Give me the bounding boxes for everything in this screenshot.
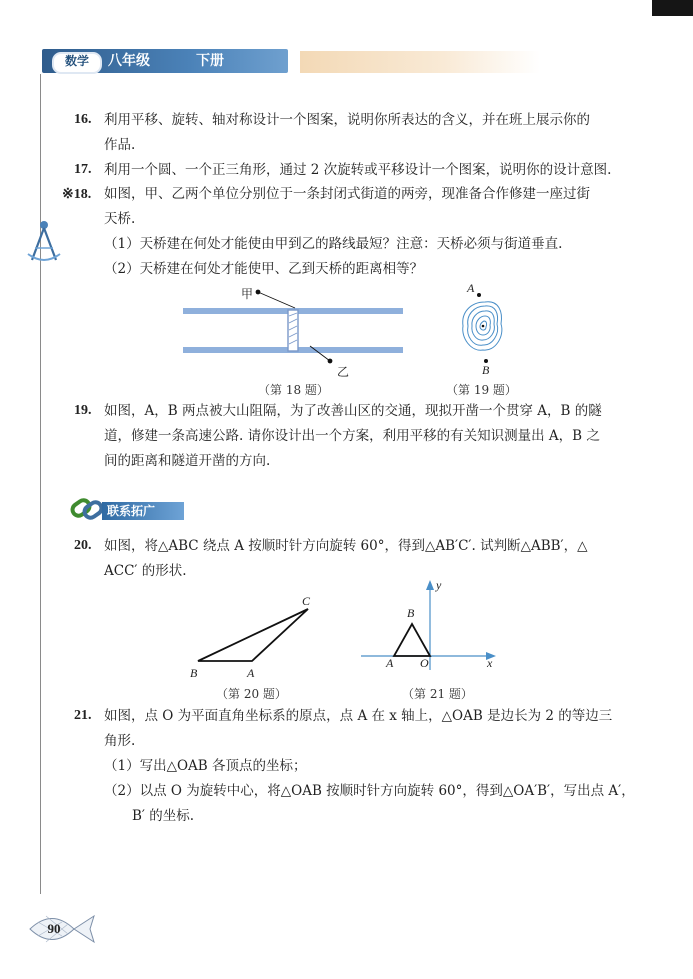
grade-label: 八年级 [108, 53, 150, 69]
problem-18-number: ※18. [62, 187, 92, 202]
problem-16-number: 16. [74, 112, 92, 127]
problem-17-text: 利用一个圆、一个正三角形，通过 2 次旋转或平移设计一个图案，说明你的设计意图. [104, 162, 612, 178]
figure-20-label-a: A [247, 666, 255, 680]
problem-19-text-cont-2: 间的距离和隧道开凿的方向. [104, 453, 271, 469]
figure-19-label-b: B [482, 363, 490, 377]
figure-21-label-b: B [407, 606, 415, 620]
margin-line [40, 74, 41, 894]
section-title: 联系拓广 [107, 504, 156, 518]
chain-link-icon [70, 494, 106, 524]
problem-19-text-cont: 道，修建一条高速公路. 请你设计出一个方案，利用平移的有关知识测量出 A，B 之 [104, 428, 600, 444]
problem-19-text: 如图，A，B 两点被大山阻隔，为了改善山区的交通，现拟开凿一个贯穿 A，B 的隧 [104, 403, 602, 419]
figure-21-label-o: O [420, 656, 429, 670]
problem-21-text-cont: 角形. [104, 733, 136, 749]
header-band-light [300, 51, 540, 73]
figure-19-mountain [455, 290, 515, 370]
page-number: 90 [47, 921, 61, 936]
point-yi [328, 359, 333, 364]
problem-18-text: 如图，甲、乙两个单位分别位于一条封闭式街道的两旁，现准备合作修建一座过街 [104, 186, 590, 202]
figure-20-label-b: B [190, 666, 198, 680]
volume-label: 下册 [196, 53, 224, 69]
problem-18-part-1: （1）天桥建在何处才能使由甲到乙的路线最短？注意：天桥必须与街道垂直. [104, 236, 563, 252]
label-yi: 乙 [337, 365, 350, 379]
problem-16-text: 利用平移、旋转、轴对称设计一个图案，说明你所表达的含义，并在班上展示你的 [104, 112, 590, 128]
figure-19-label-a: A [467, 281, 475, 295]
figure-20-caption: （第 20 题） [216, 687, 287, 701]
problem-17-number: 17. [74, 162, 92, 177]
figure-19-caption: （第 19 题） [446, 383, 517, 397]
problem-18-part-2: （2）天桥建在何处才能使甲、乙到天桥的距离相等？ [104, 261, 424, 277]
figure-21-label-y: y [436, 578, 442, 592]
triangle-oab [394, 624, 430, 656]
problem-20-text: 如图，将△ABC 绕点 A 按顺时针方向旋转 60°，得到△AB′C′. 试判断△ABB′，△ [104, 538, 588, 554]
subject-label: 数学 [64, 54, 89, 68]
problem-20-number: 20. [74, 538, 92, 553]
figure-20-label-c: C [302, 594, 311, 608]
compass-icon [24, 218, 64, 266]
problem-21-part-2: （2）以点 O 为旋转中心，将△OAB 按顺时针方向旋转 60°，得到△OA′B′，写出点 A′， [104, 783, 635, 799]
figure-21-label-x: x [487, 656, 493, 670]
problem-20-text-cont: ACC′ 的形状. [104, 563, 187, 579]
point-a [477, 293, 481, 297]
corner-mark [652, 0, 693, 16]
figure-21-caption: （第 21 题） [402, 687, 473, 701]
label-jia: 甲 [241, 287, 254, 301]
problem-21-part-1: （1）写出△OAB 各顶点的坐标； [104, 758, 307, 774]
problem-21-part-2-cont: B′ 的坐标. [132, 808, 195, 824]
problem-21-text: 如图，点 O 为平面直角坐标系的原点，点 A 在 x 轴上，△OAB 是边长为 2 的等边三 [104, 708, 613, 724]
problem-19-number: 19. [74, 403, 92, 418]
problem-21-number: 21. [74, 708, 92, 723]
figure-21-label-a: A [386, 656, 394, 670]
figure-20-triangle [180, 595, 320, 675]
problem-16-text-cont: 作品. [104, 137, 136, 153]
figure-18-caption: （第 18 题） [258, 383, 329, 397]
problem-18-text-cont: 天桥. [104, 211, 136, 227]
